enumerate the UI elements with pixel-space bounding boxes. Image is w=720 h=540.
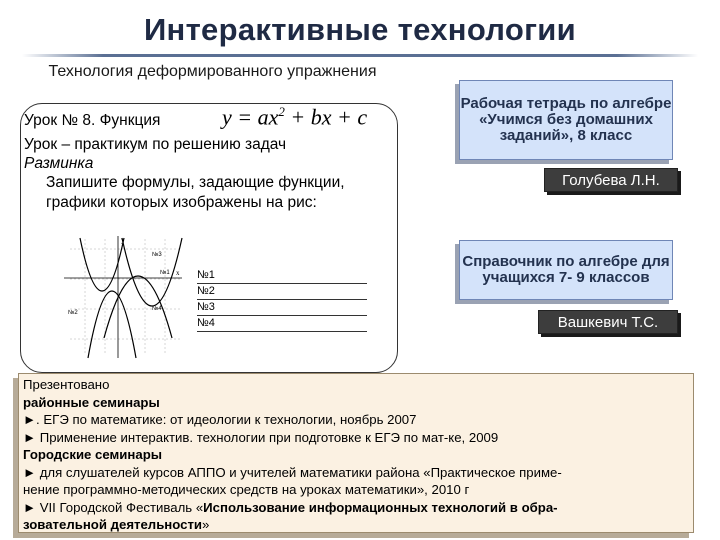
parabola-1	[80, 238, 124, 291]
y-axis-label: y	[121, 236, 125, 244]
graph-label-3: №2	[68, 310, 78, 316]
district-seminar-item: ►. ЕГЭ по математике: от идеологии к технологии, ноябрь 2007	[23, 412, 417, 427]
city-seminar-item-2b	[23, 516, 689, 534]
city-seminar-item-1b: нение программно-методических средств на уроках математики», 2010 г	[23, 482, 470, 497]
parabola-3	[88, 291, 136, 358]
parabola-graphs	[60, 234, 188, 360]
page-title: Интерактивные технологии	[143, 12, 577, 47]
district-seminar-item: ► Применение интерактив. технологии при подготовке к ЕГЭ по мат-ке, 2009	[23, 429, 499, 445]
city-seminars-heading: Городские семинары	[23, 447, 163, 462]
formula-tail: + bx + c	[290, 104, 368, 130]
festival-theme: Использование информационных технологий в обра-	[203, 499, 558, 515]
city-seminar-suffix: »	[202, 517, 210, 532]
seminars-panel	[18, 373, 694, 533]
district-seminars-heading: районные семинары	[23, 394, 160, 410]
parabola-4	[122, 238, 182, 306]
handbook-author: Вашкевич Т.С.	[538, 310, 678, 334]
graph-label-1: №3	[152, 252, 162, 258]
x-axis-label: x	[176, 269, 180, 277]
seminars-heading: Презентовано	[23, 377, 110, 392]
answer-row: №2	[197, 284, 367, 300]
festival-theme-cont: зовательной деятельности	[23, 517, 203, 532]
task-text: Запишите формулы, задающие функции, графики которых изображены на рис:	[46, 174, 345, 211]
graph-label-2: №1	[160, 270, 170, 276]
answer-row: №1	[197, 268, 367, 284]
quadratic-formula	[222, 104, 367, 130]
technology-subtitle: Технология деформированного упражнения	[48, 63, 377, 80]
parabola-2	[104, 276, 172, 338]
workbook-author: Голубева Л.Н.	[544, 168, 678, 192]
answer-row: №4	[197, 316, 367, 332]
formula-exponent: 2	[278, 104, 285, 119]
city-seminar-item-2a	[23, 499, 689, 517]
city-seminar-prefix: ► VII Городской Фестиваль «	[23, 499, 204, 515]
lesson-type: Урок – практикум по решению задач	[24, 136, 287, 153]
answer-lines	[197, 268, 367, 332]
graph-label-4: №4	[152, 306, 162, 312]
answer-row: №3	[197, 300, 367, 316]
workbook-card: Рабочая тетрадь по алгебре «Учимся без домашних заданий», 8 класс	[459, 80, 673, 160]
title-divider	[22, 54, 698, 57]
lesson-title: Урок № 8. Функция	[24, 112, 161, 129]
formula-lead: y = ax	[222, 104, 279, 130]
lesson-warmup: Разминка	[24, 155, 94, 172]
handbook-card: Справочник по алгебре для учащихся 7- 9 классов	[459, 240, 673, 300]
city-seminar-item-1a: ► для слушателей курсов АППО и учителей математики района «Практическое приме-	[23, 464, 562, 480]
